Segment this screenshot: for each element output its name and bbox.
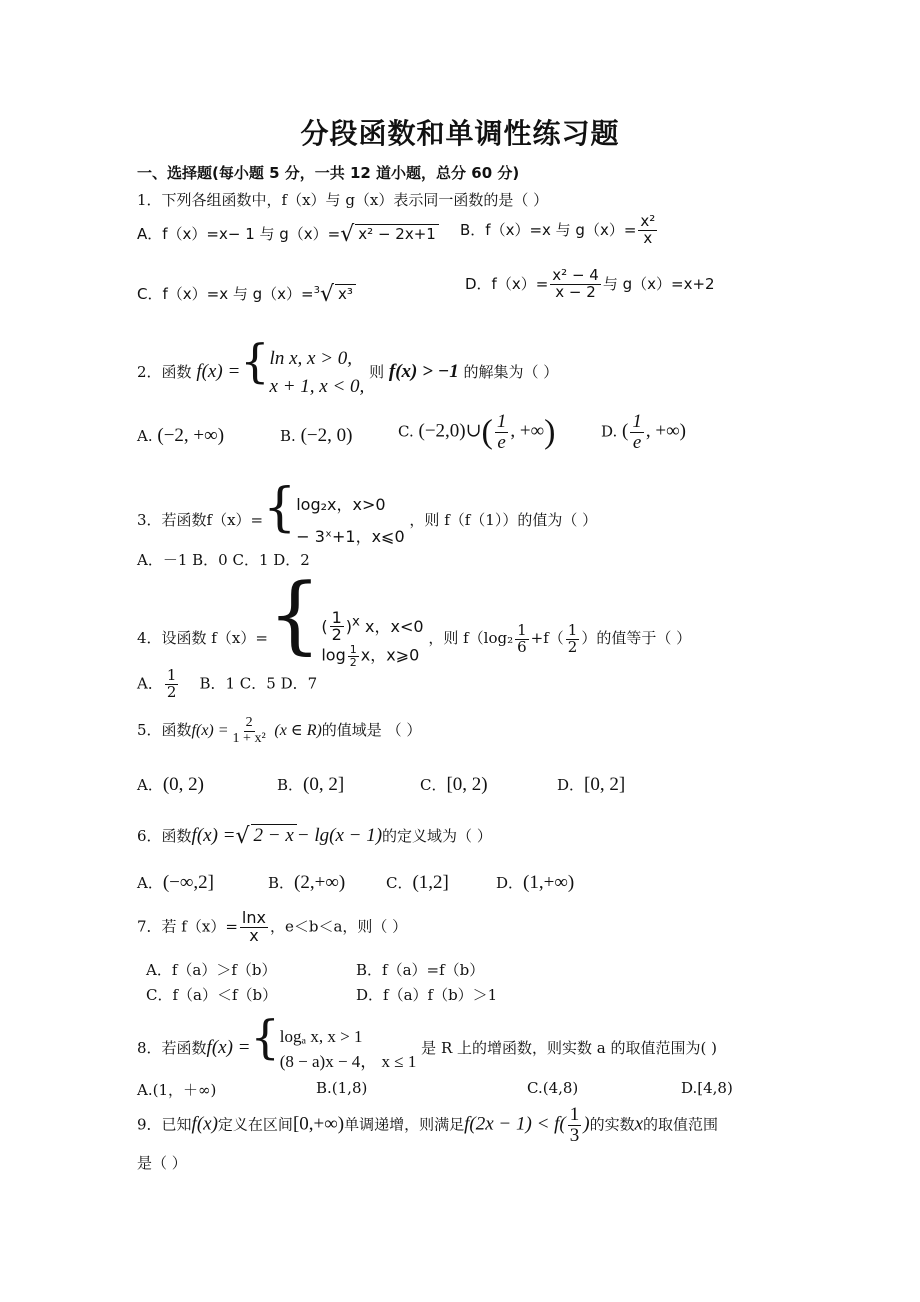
q1-option-b: B．f（x）=x 与 g（x）= $\frac{\text{x²}}{x}$ <box>460 212 656 247</box>
q5-stem: 5．函数f(x) = $\frac{2}{\text{1 + x²}}$ (x ∈ R)的值域是 （ ） <box>137 715 422 746</box>
q2-option-d: D. ( $\frac{1}{e}$ , +∞) <box>601 411 686 453</box>
page-title: 分段函数和单调性练习题 <box>300 117 620 150</box>
q2-option-a: A. (−2, +∞) <box>137 425 225 446</box>
q4-stem: 4．设函数 f（x）={ ( $\frac{1}{2}$ )$^x$ x，x<0 log $\frac{1}{2}$ x，x⩾0 ，则 f（log₂ $\frac{1}{6}$ +f（ $\frac{1}{2}$ ）的值等于（ ） <box>137 565 692 669</box>
q7-option-c: C．f（a）＜f（b） <box>146 986 278 1004</box>
q8-option-c: C.(4,8) <box>527 1079 579 1097</box>
q7-option-b: B．f（a）=f（b） <box>356 961 485 979</box>
q6-option-b: B．(2,+∞) <box>268 872 346 893</box>
q8-option-a: A.(1，＋∞) <box>137 1081 217 1099</box>
q8-option-d: D.[4,8) <box>681 1079 733 1097</box>
q5-option-d: D．[0, 2] <box>557 774 626 795</box>
q6-stem: 6．函数f(x) =√ 2 − x − lg(x − 1)的定义域为（ ） <box>137 824 492 849</box>
q7-option-a: A．f（a）＞f（b） <box>146 961 277 979</box>
q6-option-a: A．(−∞,2] <box>137 872 215 893</box>
q2-option-b: B. (−2, 0) <box>280 425 353 446</box>
q3-options: A．－1 B．0 C．1 D．2 <box>137 551 310 569</box>
q8-option-b: B.(1,8) <box>316 1079 368 1097</box>
q5-option-a: A．(0, 2) <box>137 774 204 795</box>
q6-option-d: D．(1,+∞) <box>496 872 575 893</box>
q1-option-a: A．f（x）=x− 1 与 g（x）=√ x² − 2x+1 <box>137 222 439 247</box>
q2-option-c: C. (−2,0)∪( $\frac{1}{e}$ , +∞) <box>398 411 556 453</box>
q7-stem: 7．若 f（x）= $\frac{\ln x}{x}$ ，e＜b＜a，则（ ） <box>137 908 408 945</box>
q9-stem-line2: 是（ ） <box>137 1154 187 1172</box>
q4-options: A． $\frac{1}{2}$ B．1 C．5 D．7 <box>137 666 318 701</box>
section-heading: 一、选择题(每小题 5 分，一共 12 道小题，总分 60 分) <box>137 164 520 182</box>
q5-option-c: C．[0, 2) <box>420 774 488 795</box>
q6-option-c: C．(1,2] <box>386 872 449 893</box>
q7-option-d: D．f（a）f（b）＞1 <box>356 986 498 1004</box>
q9-stem: 9．已知f(x)定义在区间[0,+∞)单调递增，则满足f(2x − 1) < f( $\frac{1}{3}$ )的实数x的取值范围 <box>137 1104 719 1146</box>
q2-stem: 2．函数 f(x) ={ ln x, x > 0, x + 1, x < 0, 则 f(x) > −1 的解集为（ ） <box>137 334 559 397</box>
q1-option-d: D．f（x）= $\frac{\text{x² − 4}}{x - 2}$ 与 g（x）=x+2 <box>465 266 715 301</box>
q1-stem: 1．下列各组函数中，f（x）与 g（x）表示同一函数的是（ ） <box>137 191 549 209</box>
q3-stem: 3．若函数f（x）={ log₂x，x>0 − 3ˣ+1，x⩽0 ，则 f（f（1））的值为（ ） <box>137 478 598 546</box>
q1-option-c: C．f（x）=x 与 g（x）=$^3$√ x³ <box>137 282 356 307</box>
q8-stem: 8．若函数f(x) ={ logₐ x, x > 1 (8 − a)x − 4， x ≤ 1 是 R 上的增函数，则实数 a 的取值范围为( ) <box>137 1010 717 1071</box>
q5-option-b: B．(0, 2] <box>277 774 345 795</box>
